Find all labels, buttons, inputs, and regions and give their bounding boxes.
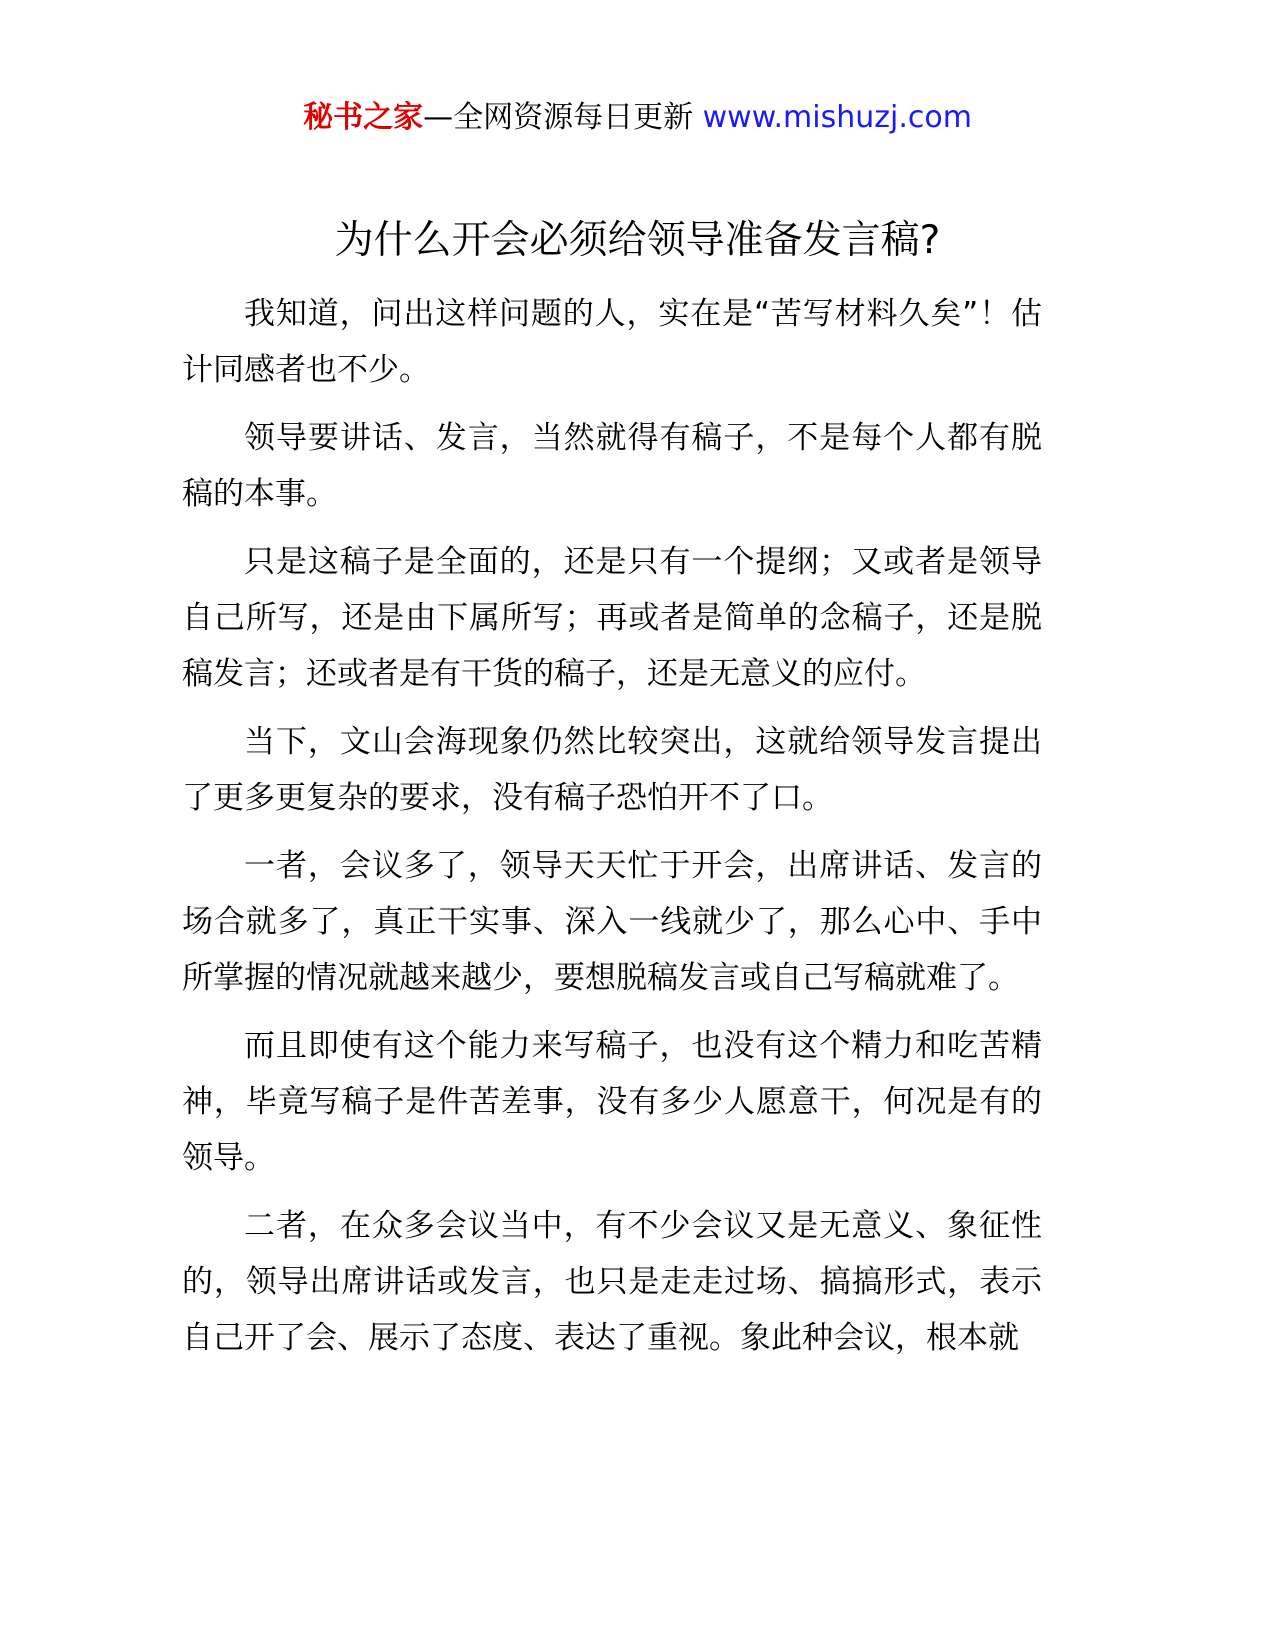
paragraph: 只是这稿子是全面的，还是只有一个提纲；又或者是领导自己所写，还是由下属所写；再或者是简单的念稿子，还是脱稿发言；还或者是有干货的稿子，还是无意义的应付。 xyxy=(182,544,1042,692)
paragraph: 二者，在众多会议当中，有不少会议又是无意义、象征性的，领导出席讲话或发言，也只是走走过场、搞搞形式，表示自己开了会、展示了态度、表达了重视。象此种会议，根本就 xyxy=(182,1208,1042,1356)
paragraph: 当下，文山会海现象仍然比较突出，这就给领导发言提出了更多更复杂的要求，没有稿子恐怕开不了口。 xyxy=(182,724,1042,816)
site-url-link[interactable]: www.mishuzj.com xyxy=(702,100,972,135)
document-body xyxy=(182,286,1042,1378)
page-header xyxy=(0,98,1275,138)
paragraph: 而且即使有这个能力来写稿子，也没有这个精力和吃苦精神，毕竟写稿子是件苦差事，没有多少人愿意干，何况是有的领导。 xyxy=(182,1028,1042,1176)
paragraph: 我知道，问出这样问题的人，实在是“苦写材料久矣”！估计同感者也不少。 xyxy=(182,296,1042,388)
header-tagline: —全网资源每日更新 xyxy=(423,100,694,135)
paragraph: 领导要讲话、发言，当然就得有稿子，不是每个人都有脱稿的本事。 xyxy=(182,420,1042,512)
brand-name: 秘书之家 xyxy=(303,100,424,135)
document-title: 为什么开会必须给领导准备发言稿? xyxy=(334,218,941,263)
paragraph: 一者，会议多了，领导天天忙于开会，出席讲话、发言的场合就多了，真正干实事、深入一线就少了，那么心中、手中所掌握的情况就越来越少，要想脱稿发言或自己写稿就难了。 xyxy=(182,848,1042,996)
